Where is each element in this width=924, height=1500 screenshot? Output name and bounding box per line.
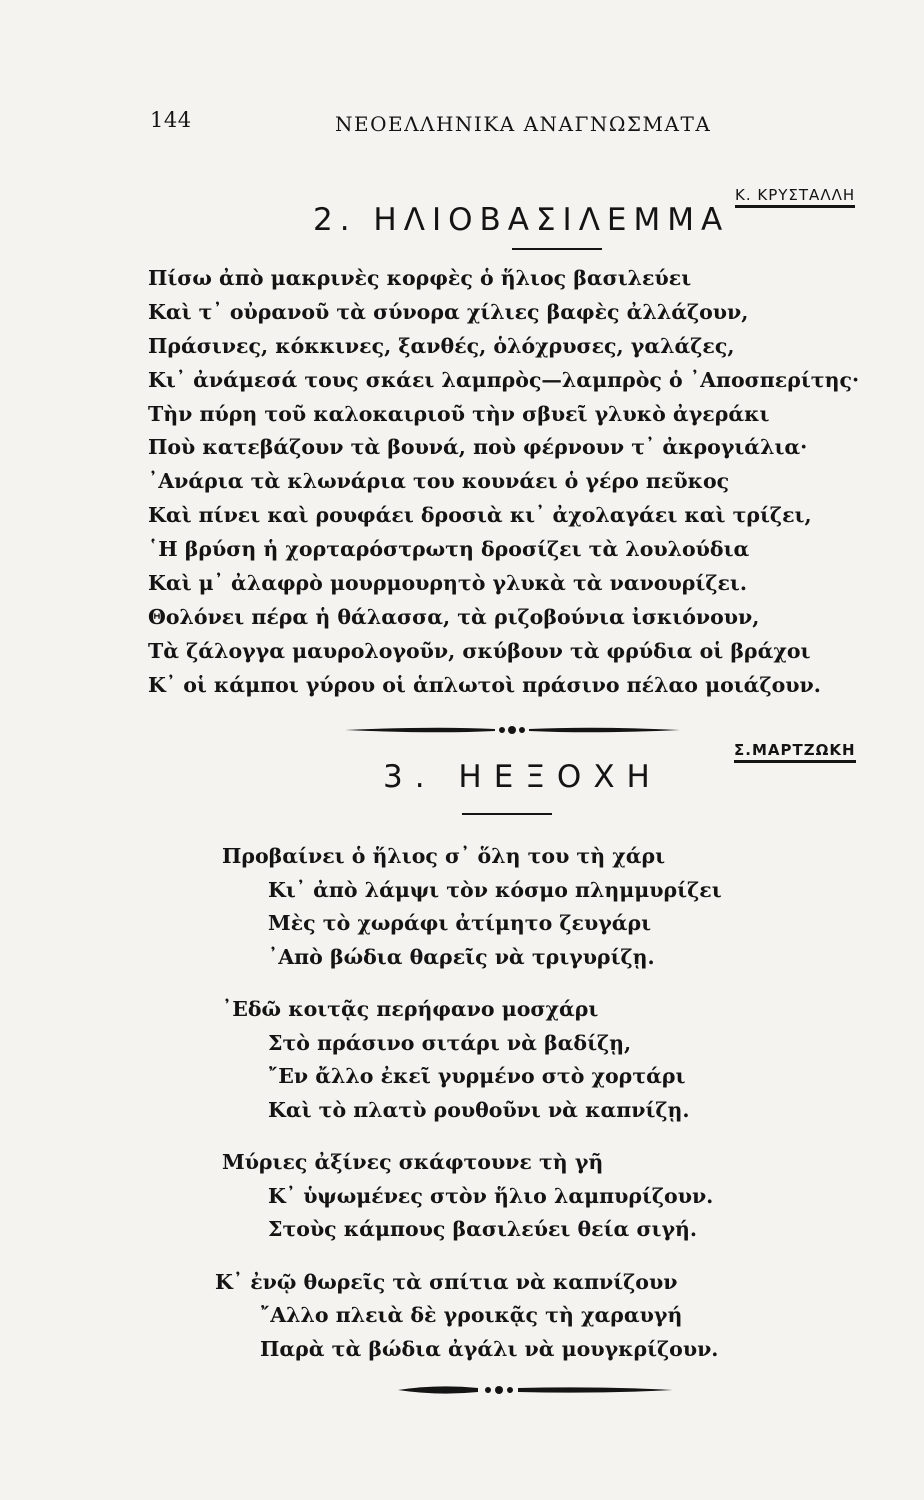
poem-line: ῎Αλλο πλειὰ δὲ γροικᾷς τὴ χαραυγή xyxy=(260,1303,683,1327)
poem-line: Στὸ πράσινο σιτάρι νὰ βαδίζῃ, xyxy=(268,1030,632,1055)
ornamental-divider xyxy=(398,1380,673,1400)
poem-line: Τὰ ζάλογγα μαυρολογοῦν, σκύβουν τὰ φρύδια οἱ βράχοι xyxy=(148,638,811,663)
poem-line: Καὶ τ᾽ οὐρανοῦ τὰ σύνορα χίλιες βαφὲς ἀλλάζουν, xyxy=(148,299,749,324)
poem-line: Μὲς τὸ χωράφι ἀτίμητο ζευγάρι xyxy=(268,911,652,935)
poem-line: Πίσω ἀπὸ μακρινὲς κορφὲς ὁ ἥλιος βασιλεύει xyxy=(148,266,692,290)
poem-line: ᾽Εδῶ κοιτᾷς περήφανο μοσχάρι xyxy=(222,997,599,1021)
running-header: ΝΕΟΕΛΛΗΝΙΚΑ ΑΝΑΓΝΩΣΜΑΤΑ xyxy=(335,112,712,136)
poem-body xyxy=(0,840,722,1385)
poem-line: Κ᾽ ἐνῷ θωρεῖς τὰ σπίτια νὰ καπνίζουν xyxy=(215,1269,678,1294)
poem-title: 2. ΗΛΙΟΒΑΣΙΛΕΜΜΑ xyxy=(313,202,730,238)
poem-line: ῎Εν ἄλλο ἐκεῖ γυρμένο στὸ χορτάρι xyxy=(268,1064,686,1088)
poem-line: Κι᾽ ἀπὸ λάμψι τὸν κόσμο πλημμυρίζει xyxy=(268,877,722,902)
title-rule xyxy=(512,248,602,250)
poem-line: Παρὰ τὰ βώδια ἀγάλι νὰ μουγκρίζουν. xyxy=(260,1336,719,1361)
stanza xyxy=(0,993,722,1127)
poem-line: Θολόνει πέρα ἡ θάλασσα, τὰ ριζοβούνια ἰσκιόνουν, xyxy=(148,604,760,629)
title-rule xyxy=(462,813,552,815)
poem-line: Καὶ πίνει καὶ ρουφάει δροσιὰ κι᾽ ἀχολαγάει καὶ τρίζει, xyxy=(148,503,812,528)
page-number: 144 xyxy=(150,108,192,132)
ornamental-divider xyxy=(345,720,680,740)
poem-line: Κι᾽ ἀνάμεσά τους σκάει λαμπρὸς—λαμπρὸς ὁ ᾽Αποσπερίτης· xyxy=(148,367,860,392)
poem-line: Μύριες ἀξίνες σκάφτουνε τὴ γῆ xyxy=(222,1150,604,1174)
stanza xyxy=(0,840,722,974)
poem-author: Σ.ΜΑΡΤΖΩΚΗ xyxy=(734,741,856,763)
poem-line: Στοὺς κάμπους βασιλεύει θεία σιγή. xyxy=(268,1217,698,1241)
stanza xyxy=(0,1266,722,1367)
poem-line: Πράσινες, κόκκινες, ξανθές, ὁλόχρυσες, γαλάζες, xyxy=(148,333,735,358)
poem-line: ᾽Απὸ βώδια θαρεῖς νὰ τριγυρίζῃ. xyxy=(268,944,655,969)
poem-line: ῾Η βρύση ἡ χορταρόστρωτη δροσίζει τὰ λουλούδια xyxy=(148,537,750,562)
poem-author: Κ. ΚΡΥΣΤΑΛΛΗ xyxy=(735,186,855,208)
poem-line: Καὶ τὸ πλατὺ ρουθοῦνι νὰ καπνίζῃ. xyxy=(268,1097,690,1122)
poem-line: Κ᾽ οἱ κάμποι γύρου οἱ ἁπλωτοὶ πράσινο πέλαο μοιάζουν. xyxy=(148,672,821,697)
poem-title: 3. ΗΕΞΟΧΗ xyxy=(383,759,662,795)
poem-line: Ποὺ κατεβάζουν τὰ βουνά, ποὺ φέρνουν τ᾽ ἀκρογιάλια· xyxy=(148,435,808,460)
poem-body xyxy=(148,262,859,703)
poem-line: Προβαίνει ὁ ἥλιος σ᾽ ὅλη του τὴ χάρι xyxy=(222,844,666,868)
poem-line: Τὴν πύρη τοῦ καλοκαιριοῦ τὴν σβυεῖ γλυκὸ ἀγεράκι xyxy=(148,401,770,426)
poem-line: Κ᾽ ὑψωμένες στὸν ἥλιο λαμπυρίζουν. xyxy=(268,1183,714,1208)
poem-line: Καὶ μ᾽ ἀλαφρὸ μουρμουρητὸ γλυκὰ τὰ νανουρίζει. xyxy=(148,571,747,596)
poem-line: ᾽Ανάρια τὰ κλωνάρια του κουνάει ὁ γέρο πεῦκος xyxy=(148,469,730,494)
stanza xyxy=(0,1146,722,1247)
